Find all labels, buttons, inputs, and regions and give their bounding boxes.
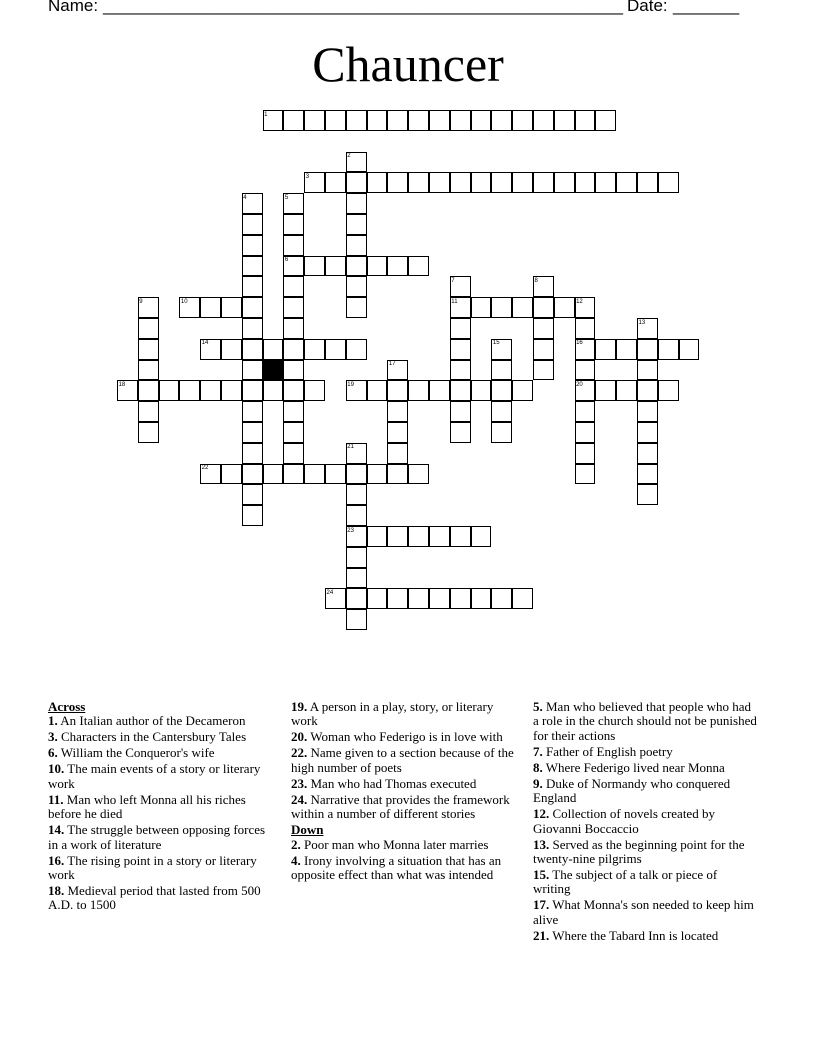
clue-across-19: 19. A person in a play, story, or literary work	[291, 699, 494, 729]
clue-number-11: 11	[451, 298, 458, 305]
grid-cell[interactable]	[595, 172, 616, 193]
grid-cell[interactable]	[138, 318, 159, 339]
grid-cell[interactable]	[242, 318, 263, 339]
grid-cell[interactable]	[325, 464, 346, 485]
clue-across-3: 3. Characters in the Cantersbury Tales	[48, 729, 247, 745]
grid-cell[interactable]	[491, 422, 512, 443]
grid-cell[interactable]	[491, 110, 512, 131]
grid-cell[interactable]	[283, 360, 304, 381]
clue-number-13: 13	[638, 319, 646, 326]
grid-cell[interactable]	[304, 464, 325, 485]
grid-cell[interactable]	[367, 464, 388, 485]
grid-cell[interactable]	[346, 339, 367, 360]
grid-cell[interactable]	[263, 464, 284, 485]
grid-cell[interactable]	[450, 526, 471, 547]
grid-cell[interactable]	[450, 318, 471, 339]
grid-cell[interactable]	[575, 464, 596, 485]
clue-number-3: 3	[305, 173, 310, 180]
grid-cell[interactable]	[367, 110, 388, 131]
clue-number-5: 5	[284, 194, 289, 201]
date-label: Date:	[627, 0, 668, 15]
grid-cell[interactable]	[367, 526, 388, 547]
grid-cell[interactable]	[346, 588, 367, 609]
grid-cell[interactable]	[450, 110, 471, 131]
grid-cell[interactable]	[491, 401, 512, 422]
clue-across-11: 11. Man who left Monna all his riches before he died	[48, 791, 246, 822]
grid-cell[interactable]	[595, 110, 616, 131]
grid-cell[interactable]	[304, 110, 325, 131]
down-heading: Down	[291, 822, 324, 838]
grid-cell[interactable]	[408, 464, 429, 485]
grid-cell[interactable]	[637, 339, 658, 360]
grid-cell[interactable]	[387, 256, 408, 277]
grid-cell[interactable]	[533, 339, 554, 360]
grid-cell[interactable]	[512, 588, 533, 609]
grid-cell[interactable]	[283, 214, 304, 235]
clue-across-23: 23. Man who had Thomas executed	[291, 775, 477, 791]
grid-cell[interactable]	[471, 172, 492, 193]
grid-cell[interactable]	[242, 380, 263, 401]
grid-cell[interactable]	[283, 318, 304, 339]
grid-cell[interactable]	[325, 256, 346, 277]
grid-cell[interactable]	[346, 484, 367, 505]
clue-number-19: 19	[347, 381, 354, 388]
grid-cell[interactable]	[367, 588, 388, 609]
grid-cell[interactable]	[367, 256, 388, 277]
grid-cell[interactable]	[387, 380, 408, 401]
grid-cell[interactable]	[658, 339, 679, 360]
clue-across-10: 10. The main events of a story or literary work	[48, 761, 261, 791]
clue-down-15: 15. The subject of a talk or piece of writing	[533, 867, 718, 897]
grid-cell[interactable]	[346, 110, 367, 131]
grid-cell[interactable]	[387, 526, 408, 547]
grid-cell[interactable]	[637, 422, 658, 443]
grid-cell[interactable]	[408, 172, 429, 193]
grid-cell[interactable]	[346, 297, 367, 318]
grid-cell[interactable]	[429, 172, 450, 193]
grid-cell[interactable]	[450, 422, 471, 443]
grid-cell[interactable]	[387, 422, 408, 443]
grid-cell[interactable]	[242, 276, 263, 297]
grid-cell[interactable]	[491, 360, 512, 381]
grid-cell[interactable]	[471, 297, 492, 318]
grid-cell[interactable]	[429, 380, 450, 401]
grid-cell[interactable]	[637, 360, 658, 381]
grid-cell[interactable]	[512, 172, 533, 193]
clue-number-22: 22	[201, 465, 209, 472]
clue-number-20: 20	[576, 381, 583, 388]
grid-cell[interactable]	[242, 360, 263, 381]
grid-cell[interactable]	[658, 380, 679, 401]
grid-cell[interactable]	[575, 443, 596, 464]
grid-cell[interactable]	[679, 339, 700, 360]
grid-cell[interactable]	[637, 443, 658, 464]
grid-cell[interactable]	[242, 214, 263, 235]
clue-number-12: 12	[576, 298, 583, 305]
grid-cell[interactable]	[575, 172, 596, 193]
grid-cell[interactable]	[221, 339, 242, 360]
grid-cell[interactable]	[471, 526, 492, 547]
grid-cell[interactable]	[283, 380, 304, 401]
clue-number-14: 14	[201, 340, 209, 347]
grid-cell[interactable]	[450, 360, 471, 381]
grid-cell[interactable]	[408, 256, 429, 277]
clue-number-16: 16	[576, 340, 583, 347]
grid-cell[interactable]	[304, 256, 325, 277]
clue-number-1: 1	[264, 111, 268, 118]
grid-cell[interactable]	[346, 214, 367, 235]
clue-number-23: 23	[347, 527, 354, 534]
grid-cell[interactable]	[200, 297, 221, 318]
grid-cell[interactable]	[367, 380, 388, 401]
grid-cell[interactable]	[471, 380, 492, 401]
grid-cell[interactable]	[200, 380, 221, 401]
clue-across-20: 20. Woman who Federigo is in love with	[291, 729, 503, 745]
grid-cell[interactable]	[283, 464, 304, 485]
grid-cell[interactable]	[325, 110, 346, 131]
clue-number-8: 8	[534, 277, 538, 284]
grid-cell[interactable]	[512, 110, 533, 131]
clue-down-13: 13. Served as the beginning point for the twenty-nine pilgrims	[533, 836, 745, 867]
grid-cell[interactable]	[387, 443, 408, 464]
clue-across-16: 16. The rising point in a story or literary work	[48, 852, 257, 883]
grid-cell[interactable]	[658, 172, 679, 193]
grid-cell[interactable]	[387, 464, 408, 485]
grid-cell[interactable]	[450, 588, 471, 609]
grid-cell[interactable]	[429, 526, 450, 547]
grid-cell[interactable]	[304, 380, 325, 401]
grid-cell[interactable]	[533, 172, 554, 193]
clue-down-4: 4. Irony involving a situation that has an opposite effect than what was intended	[291, 852, 502, 883]
grid-cell[interactable]	[575, 422, 596, 443]
grid-cell[interactable]	[283, 443, 304, 464]
grid-cell[interactable]	[387, 110, 408, 131]
grid-cell[interactable]	[595, 339, 616, 360]
grid-cell[interactable]	[242, 484, 263, 505]
grid-cell[interactable]	[616, 380, 637, 401]
grid-cell[interactable]	[346, 193, 367, 214]
grid-cell[interactable]	[242, 339, 263, 360]
clue-down-12: 12. Collection of novels created by Giovanni Boccaccio	[533, 806, 715, 836]
grid-cell[interactable]	[304, 339, 325, 360]
grid-cell[interactable]	[138, 360, 159, 381]
grid-cell[interactable]	[221, 464, 242, 485]
grid-cell[interactable]	[575, 401, 596, 422]
grid-cell[interactable]	[471, 110, 492, 131]
grid-cell[interactable]	[346, 464, 367, 485]
clue-number-2: 2	[347, 153, 351, 160]
grid-cell[interactable]	[283, 110, 304, 131]
clue-number-21: 21	[347, 444, 354, 451]
grid-cell[interactable]	[221, 297, 242, 318]
clue-across-6: 6. William the Conqueror's wife	[48, 745, 215, 761]
grid-cell[interactable]	[346, 547, 367, 568]
date-line[interactable]: _______	[673, 0, 740, 15]
clue-down-9: 9. Duke of Normandy who conquered England	[533, 775, 731, 806]
clue-down-21: 21. Where the Tabard Inn is located	[533, 927, 719, 943]
grid-cell[interactable]	[179, 380, 200, 401]
clue-number-9: 9	[139, 298, 143, 305]
grid-cell[interactable]	[616, 172, 637, 193]
puzzle-title: Chauncer	[312, 36, 504, 92]
grid-cell[interactable]	[367, 172, 388, 193]
clue-down-8: 8. Where Federigo lived near Monna	[533, 759, 725, 775]
grid-cell[interactable]	[575, 110, 596, 131]
grid-cell[interactable]	[346, 568, 367, 589]
clue-across-1: 1. An Italian author of the Decameron	[48, 713, 246, 729]
grid-cell[interactable]	[346, 172, 367, 193]
grid-cell[interactable]	[325, 339, 346, 360]
grid-cell[interactable]	[138, 339, 159, 360]
grid-cell[interactable]	[637, 172, 658, 193]
clue-number-17: 17	[388, 361, 396, 368]
grid-cell[interactable]	[408, 526, 429, 547]
grid-cell[interactable]	[533, 110, 554, 131]
grid-cell[interactable]	[637, 401, 658, 422]
grid-cell[interactable]	[346, 505, 367, 526]
grid-cell[interactable]	[387, 172, 408, 193]
grid-cell[interactable]	[346, 235, 367, 256]
grid-cell[interactable]	[263, 380, 284, 401]
grid-cell[interactable]	[387, 588, 408, 609]
grid-cell[interactable]	[283, 401, 304, 422]
grid-cell[interactable]	[491, 172, 512, 193]
across-heading: Across	[48, 699, 86, 714]
grid-cell[interactable]	[471, 588, 492, 609]
grid-cell[interactable]	[283, 276, 304, 297]
grid-cell[interactable]	[450, 172, 471, 193]
grid-cell[interactable]	[533, 297, 554, 318]
grid-cell[interactable]	[533, 318, 554, 339]
grid-cell[interactable]	[637, 464, 658, 485]
grid-cell[interactable]	[637, 380, 658, 401]
grid-cell[interactable]	[242, 256, 263, 277]
grid-cell[interactable]	[346, 256, 367, 277]
clue-number-10: 10	[180, 298, 188, 305]
grid-cell[interactable]	[408, 380, 429, 401]
grid-cell[interactable]	[429, 110, 450, 131]
grid-cell[interactable]	[283, 422, 304, 443]
clue-number-7: 7	[451, 277, 455, 284]
black-cell	[263, 360, 284, 381]
grid-cell[interactable]	[138, 422, 159, 443]
grid-cell[interactable]	[159, 380, 180, 401]
grid-cell[interactable]	[491, 297, 512, 318]
grid-cell[interactable]	[346, 276, 367, 297]
grid-cell[interactable]	[491, 380, 512, 401]
grid-cell[interactable]	[575, 318, 596, 339]
grid-cell[interactable]	[346, 609, 367, 630]
grid-cell[interactable]	[242, 297, 263, 318]
grid-cell[interactable]	[512, 297, 533, 318]
grid-cell[interactable]	[450, 401, 471, 422]
grid-cell[interactable]	[491, 588, 512, 609]
clue-across-22: 22. Name given to a section because of the high number of poets	[291, 745, 514, 775]
grid-cell[interactable]	[242, 464, 263, 485]
grid-cell[interactable]	[283, 297, 304, 318]
grid-cell[interactable]	[429, 588, 450, 609]
clue-number-18: 18	[118, 381, 126, 388]
grid-cell[interactable]	[283, 235, 304, 256]
name-label: Name:	[48, 0, 99, 15]
grid-cell[interactable]	[512, 380, 533, 401]
clue-across-18: 18. Medieval period that lasted from 500 A.D. to 1500	[48, 883, 261, 913]
clue-down-17: 17. What Monna's son needed to keep him alive	[533, 897, 754, 927]
grid-cell[interactable]	[263, 339, 284, 360]
grid-cell[interactable]	[138, 401, 159, 422]
grid-cell[interactable]	[575, 360, 596, 381]
clue-column-2	[291, 700, 516, 884]
grid-cell[interactable]	[242, 505, 263, 526]
grid-cell[interactable]	[554, 297, 575, 318]
grid-cell[interactable]	[616, 339, 637, 360]
grid-cell[interactable]	[554, 110, 575, 131]
grid-cell[interactable]	[637, 484, 658, 505]
clue-number-24: 24	[326, 589, 334, 596]
grid-cell[interactable]	[325, 172, 346, 193]
clue-across-24: 24. Narrative that provides the framework within a number of different stories	[291, 791, 510, 822]
grid-cell[interactable]	[138, 380, 159, 401]
clue-column-1	[48, 700, 273, 914]
grid-cell[interactable]	[408, 588, 429, 609]
clue-number-4: 4	[243, 194, 247, 201]
grid-cell[interactable]	[242, 422, 263, 443]
clue-number-6: 6	[284, 257, 289, 264]
clue-number-15: 15	[492, 340, 500, 347]
clue-down-5: 5. Man who believed that people who had a role in the church should not be punished for their actions	[533, 699, 757, 743]
clue-column-3	[533, 700, 758, 945]
clue-down-7: 7. Father of English poetry	[533, 743, 673, 759]
grid-cell[interactable]	[450, 339, 471, 360]
grid-cell[interactable]	[242, 443, 263, 464]
grid-cell[interactable]	[554, 172, 575, 193]
clue-down-2: 2. Poor man who Monna later marries	[291, 836, 489, 852]
grid-cell[interactable]	[533, 360, 554, 381]
grid-cell[interactable]	[221, 380, 242, 401]
grid-cell[interactable]	[408, 110, 429, 131]
grid-cell[interactable]	[242, 401, 263, 422]
clue-across-14: 14. The struggle between opposing forces in a work of literature	[48, 822, 266, 852]
name-line[interactable]: _______________________________________________________	[103, 0, 624, 15]
grid-cell[interactable]	[242, 235, 263, 256]
grid-cell[interactable]	[283, 339, 304, 360]
grid-cell[interactable]	[595, 380, 616, 401]
grid-cell[interactable]	[450, 380, 471, 401]
grid-cell[interactable]	[387, 401, 408, 422]
